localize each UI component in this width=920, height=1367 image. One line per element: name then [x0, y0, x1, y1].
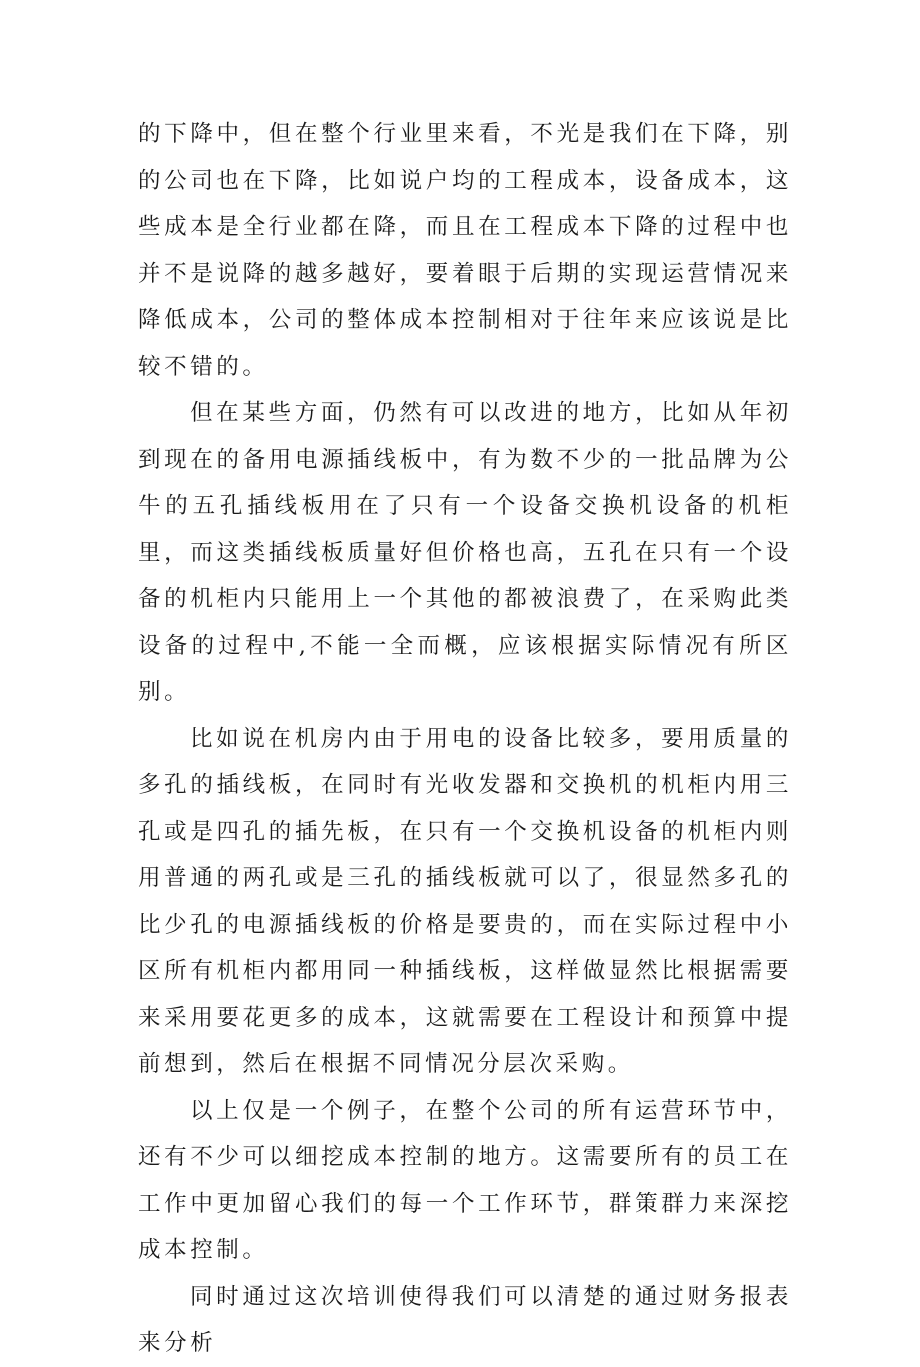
- paragraph-5: 同时通过这次培训使得我们可以清楚的通过财务报表来分析: [138, 1283, 792, 1356]
- paragraph-3: 比如说在机房内由于用电的设备比较多，要用质量的多孔的插线板，在同时有光收发器和交换机的机柜内用三孔或是四孔的插先板，在只有一个交换机设备的机柜内则用普通的两孔或是三孔的插线板就可以了，很显然多孔的比少孔的电源插线板的价格是要贵的，而在实际过程中小区所有机柜内都用同一种插线板，这样做显然比根据需要来采用要花更多的成本，这就需要在工程设计和预算中提前想到，然后在根据不同情况分层次采购。: [138, 725, 792, 1077]
- paragraph-1: 的下降中，但在整个行业里来看，不光是我们在下降，别的公司也在下降，比如说户均的工程成本，设备成本，这些成本是全行业都在降，而且在工程成本下降的过程中也并不是说降的越多越好，要着眼于后期的实现运营情况来降低成本，公司的整体成本控制相对于往年来应该说是比较不错的。: [138, 121, 792, 380]
- paragraph-4: 以上仅是一个例子，在整个公司的所有运营环节中，还有不少可以细挖成本控制的地方。这需要所有的员工在工作中更加留心我们的每一个工作环节，群策群力来深挖成本控制。: [138, 1097, 792, 1263]
- paragraph-2: 但在某些方面，仍然有可以改进的地方，比如从年初到现在的备用电源插线板中，有为数不少的一批品牌为公牛的五孔插线板用在了只有一个设备交换机设备的机柜里，而这类插线板质量好但价格也高，五孔在只有一个设备的机柜内只能用上一个其他的都被浪费了，在采购此类设备的过程中,不能一全而概，应该根据实际情况有所区别。: [138, 400, 792, 705]
